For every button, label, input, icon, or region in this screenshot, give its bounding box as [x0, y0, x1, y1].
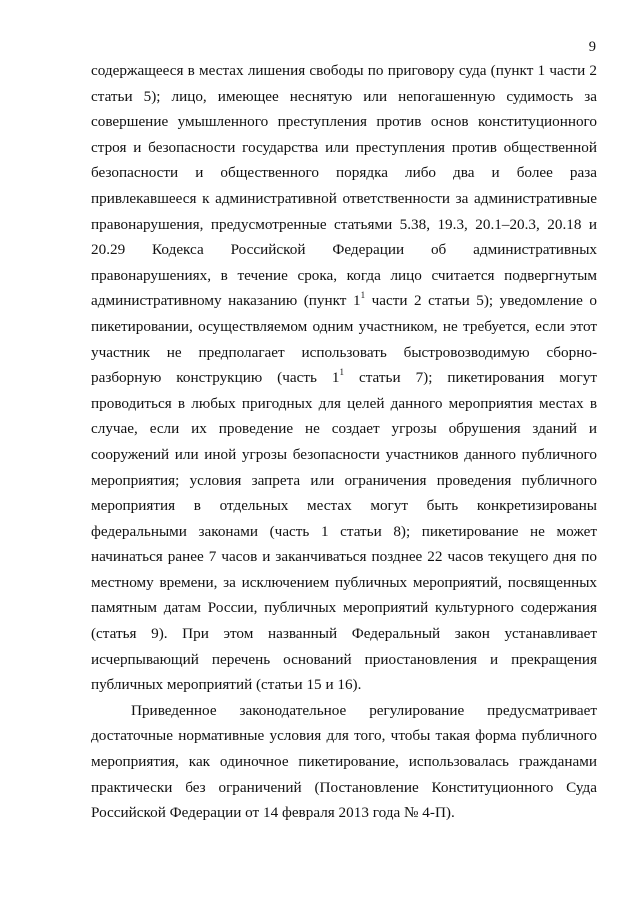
text-line: содержащееся в местах лишения свободы по приговору суда (пункт 1 части 2	[91, 62, 597, 79]
body-text	[91, 58, 597, 826]
superscript: 1	[339, 367, 344, 378]
text-line: (статья 9). При этом названный Федеральный закон устанавливает	[91, 625, 597, 643]
page-number: 9	[588, 39, 596, 55]
paragraph-1	[91, 58, 597, 698]
text-line: публичных мероприятий (статьи 15 и 16).	[91, 676, 362, 694]
text-line: участник не предполагает использовать быстровозводимую сборно-	[91, 343, 597, 361]
text-line: Приведенное законодательное регулирование предусматривает	[131, 701, 597, 719]
text-line: строя и безопасности государства или преступления против общественной	[91, 138, 597, 156]
text-line: 20.29 Кодекса Российской Федерации об административных	[91, 241, 597, 259]
text-fragment: разборную конструкцию (часть 1	[91, 369, 340, 387]
text-line: Российской Федерации от 14 февраля 2013 года № 4-П).	[91, 804, 455, 822]
text-line: проводиться в любых пригодных для целей данного мероприятия местах в	[91, 394, 597, 412]
text-line: статьи 5); лицо, имеющее неснятую или непогашенную судимость за	[91, 87, 597, 105]
text-line: сооружений или иной угрозы безопасности участников данного публичного	[91, 445, 597, 463]
text-line: начинаться ранее 7 часов и заканчиваться позднее 22 часов текущего дня по	[91, 548, 597, 566]
text-line: пикетировании, осуществляемом одним участником, не требуется, если этот	[91, 317, 597, 335]
text-line-with-superscript	[91, 365, 597, 391]
text-line: мероприятия в отдельных местах могут быть конкретизированы	[91, 497, 597, 515]
text-line: мероприятия; условия запрета или ограничения проведения публичного	[91, 471, 597, 489]
text-line: случае, если их проведение не создает угрозы обрушения зданий и	[91, 420, 597, 438]
text-line: практически без ограничений (Постановление Конституционного Суда	[91, 778, 597, 796]
paragraph-2	[91, 698, 597, 826]
text-line: правонарушениях, в течение срока, когда лицо считается подвергнутым	[91, 266, 597, 284]
text-line: мероприятия, как одиночное пикетирование, использовалась гражданами	[91, 753, 597, 771]
text-fragment: части 2 статьи 5); уведомление о	[365, 292, 597, 310]
text-line: исчерпывающий перечень оснований приостановления и прекращения	[91, 650, 597, 668]
text-line: совершение умышленного преступления против основ конституционного	[91, 113, 597, 131]
text-line-with-superscript	[91, 288, 597, 314]
text-line: безопасности и общественного порядка либо два и более раза	[91, 164, 597, 182]
text-fragment: статьи 7); пикетирования могут	[343, 369, 597, 387]
text-line: местному времени, за исключением публичных мероприятий, посвященных	[91, 573, 597, 591]
text-line: федеральными законами (часть 1 статьи 8); пикетирование не может	[91, 522, 597, 540]
text-fragment: административному наказанию (пункт 1	[91, 292, 361, 310]
text-line: правонарушения, предусмотренные статьями 5.38, 19.3, 20.1–20.3, 20.18 и	[91, 215, 597, 233]
text-line: достаточные нормативные условия для того, чтобы такая форма публичного	[91, 727, 597, 745]
text-line: привлекавшееся к административной ответственности за административные	[91, 189, 597, 207]
superscript: 1	[360, 290, 366, 301]
text-line: памятным датам России, публичных мероприятий культурного содержания	[91, 599, 597, 617]
